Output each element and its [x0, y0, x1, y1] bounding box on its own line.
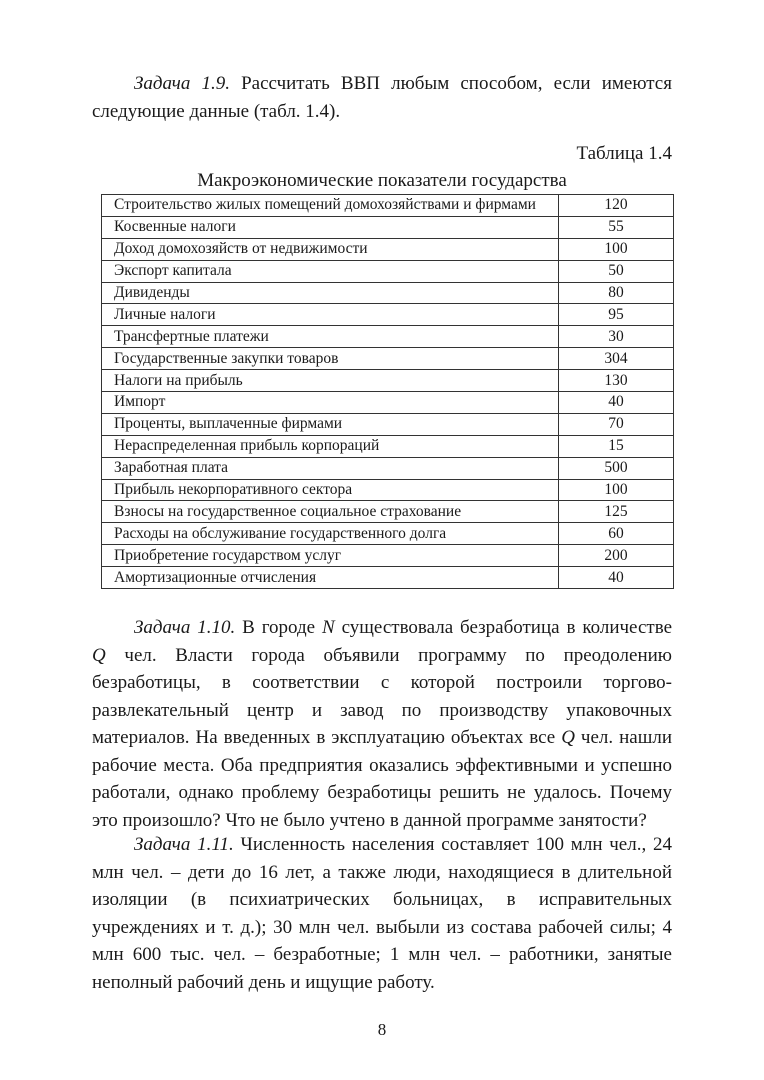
task-1-10-text-a: В городе [235, 617, 323, 638]
indicator-name: Государственные закупки товаров [102, 348, 559, 370]
task-1-10-city: N [322, 617, 335, 638]
task-1-11-text: Численность населения составляет 100 млн чел., 24 млн чел. – дети до 16 лет, а также люди, находящиеся в длительной изоляции (в психиатрических больницах, в исправительных учреждениях и т. д.); 30 млн чел. выбыли из состава рабочей силы; 4 млн 600 тыс. чел. – безработные; 1 млн чел. – работники, занятые неполный рабочий день и ищущие работу. [92, 834, 672, 993]
indicator-name: Взносы на государственное социальное страхование [102, 501, 559, 523]
table-row [102, 370, 674, 392]
indicator-name: Амортизационные отчисления [102, 567, 559, 589]
macro-indicators-table [101, 194, 674, 589]
task-1-10-paragraph [92, 614, 672, 834]
indicator-value: 500 [559, 457, 674, 479]
page-number: 8 [377, 1020, 387, 1039]
table-row [102, 523, 674, 545]
table-number: Таблица 1.4 [576, 143, 672, 164]
indicator-value: 304 [559, 348, 674, 370]
table-row [102, 238, 674, 260]
indicator-name: Прибыль некорпоративного сектора [102, 479, 559, 501]
table-row [102, 567, 674, 589]
indicator-name: Трансфертные платежи [102, 326, 559, 348]
task-1-10-text-b: существовала безработица в количестве [334, 617, 672, 638]
task-1-10-text-c: чел. Власти города объявили программу по преодолению безработицы, в соответствии с которой построили торгово-развлекательный центр и завод по производству упаковочных материалов. На введенных в эксплуатацию объектах все [92, 644, 672, 748]
table-row [102, 348, 674, 370]
indicator-name: Личные налоги [102, 304, 559, 326]
indicator-name: Заработная плата [102, 457, 559, 479]
indicator-name: Импорт [102, 392, 559, 414]
indicator-value: 130 [559, 370, 674, 392]
indicator-name: Доход домохозяйств от недвижимости [102, 238, 559, 260]
task-1-9-paragraph [92, 70, 672, 125]
table-row [102, 435, 674, 457]
table-row [102, 457, 674, 479]
task-1-9-text: Рассчитать ВВП любым способом, если имеются следующие данные (табл. 1.4). [92, 73, 672, 122]
task-1-11-paragraph [92, 831, 672, 996]
table-row [102, 392, 674, 414]
indicator-value: 120 [559, 195, 674, 217]
indicator-name: Экспорт капитала [102, 260, 559, 282]
task-1-10-q2: Q [561, 727, 575, 748]
table-row [102, 216, 674, 238]
task-1-10-label: Задача 1.10. [134, 617, 236, 638]
table-row [102, 304, 674, 326]
table-row [102, 501, 674, 523]
table-row [102, 326, 674, 348]
indicator-value: 50 [559, 260, 674, 282]
indicator-value: 200 [559, 545, 674, 567]
indicator-name: Дивиденды [102, 282, 559, 304]
indicator-value: 40 [559, 567, 674, 589]
indicator-name: Нераспределенная прибыль корпораций [102, 435, 559, 457]
indicator-value: 15 [559, 435, 674, 457]
indicator-name: Проценты, выплаченные фирмами [102, 413, 559, 435]
indicator-name: Налоги на прибыль [102, 370, 559, 392]
task-1-10-q1: Q [92, 644, 106, 666]
task-1-10-text-d: чел. нашли рабочие места. Оба предприятия оказались эффективными и успешно работали, однако проблему безработицы решить не удалось. Почему это произошло? Что не было учтено в данной программе занятости? [92, 727, 672, 831]
indicator-name: Приобретение государством услуг [102, 545, 559, 567]
indicator-name: Косвенные налоги [102, 216, 559, 238]
indicator-name: Строительство жилых помещений домохозяйствами и фирмами [102, 195, 559, 217]
table-caption: Макроэкономические показатели государства [197, 170, 567, 191]
indicator-value: 60 [559, 523, 674, 545]
indicator-value: 80 [559, 282, 674, 304]
table-row [102, 260, 674, 282]
table-row [102, 479, 674, 501]
indicator-value: 95 [559, 304, 674, 326]
indicator-value: 30 [559, 326, 674, 348]
indicator-value: 100 [559, 479, 674, 501]
table-row [102, 413, 674, 435]
task-1-11-label: Задача 1.11. [134, 834, 234, 855]
indicator-name: Расходы на обслуживание государственного долга [102, 523, 559, 545]
indicator-value: 100 [559, 238, 674, 260]
indicator-value: 70 [559, 413, 674, 435]
indicator-value: 125 [559, 501, 674, 523]
table-row [102, 195, 674, 217]
table-row [102, 282, 674, 304]
task-1-9-label: Задача 1.9. [134, 73, 230, 94]
table-row [102, 545, 674, 567]
indicator-value: 40 [559, 392, 674, 414]
indicator-value: 55 [559, 216, 674, 238]
